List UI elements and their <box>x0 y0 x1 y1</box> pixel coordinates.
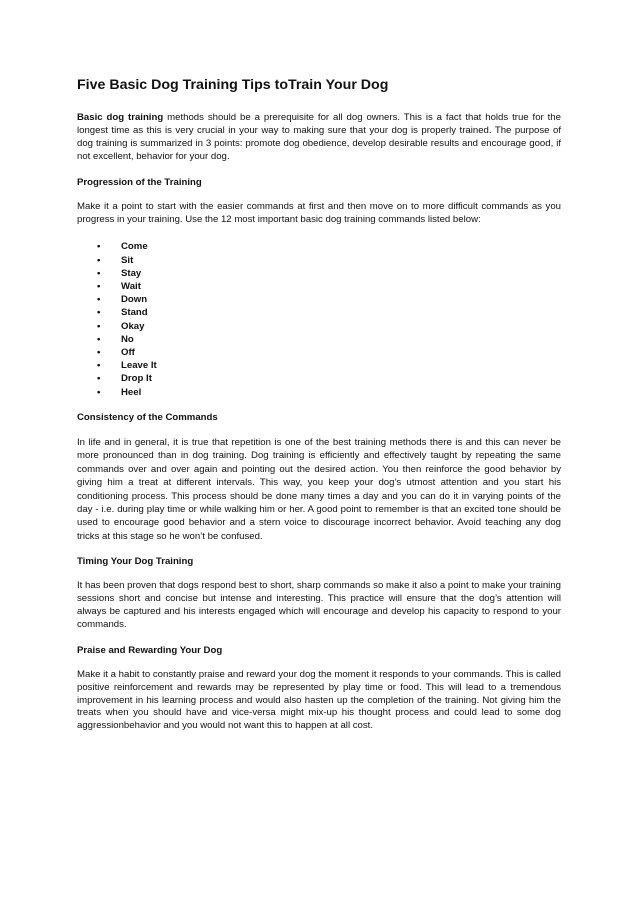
section-heading-progression: Progression of the Training <box>77 176 202 188</box>
list-item <box>97 359 561 372</box>
section-text-timing: It has been proven that dogs respond best to short, sharp commands so make it also a point to make your training sessions short and concise but intense and interesting. This practice will ensure that the dog’s attention will always be captured and his interests engaged which will encourage and develop his capacity to respond to your commands. <box>77 580 561 630</box>
list-item <box>97 306 561 319</box>
command-label: Wait <box>121 281 141 293</box>
list-item <box>97 267 561 280</box>
command-label: Stand <box>121 307 148 319</box>
command-label: Come <box>121 241 148 253</box>
bullet-icon: • <box>97 373 101 385</box>
list-item <box>97 346 561 359</box>
section-text-progression: Make it a point to start with the easier commands at first and then move on to more difficult commands as you progress in your training. Use the 12 most important basic dog training commands listed below: <box>77 200 561 225</box>
command-label: Heel <box>121 386 142 398</box>
bullet-icon: • <box>97 347 101 359</box>
document-page <box>77 76 561 733</box>
command-label: Sit <box>121 254 134 266</box>
bullet-icon: • <box>97 294 101 306</box>
list-item <box>97 372 561 385</box>
intro-paragraph <box>77 112 561 164</box>
bullet-icon: • <box>97 333 101 345</box>
bullet-icon: • <box>97 320 101 332</box>
bullet-icon: • <box>97 307 101 319</box>
list-item <box>97 293 561 306</box>
section-text-consistency: In life and in general, it is true that repetition is one of the best training methods there is and this can never be more pronounced than in dog training. Dog training is efficiently and effectively taught by repeating the same commands over and over again and pointing out the desired action. You then reinforce the good behavior by giving him a treat at different intervals. This way, you keep your dog’s utmost attention and you start his conditioning process. This process should be done many times a day and you can do it in varying points of the day - i.e. during play time or while walking him or her. A good point to remember is that an excited tone should be used to encourage good behavior and a stern voice to discourage incorrect behavior. Avoid teaching any dog tricks at this stage so he won’t be confused. <box>77 436 561 542</box>
list-item <box>97 333 561 346</box>
section-heading-praise: Praise and Rewarding Your Dog <box>77 644 223 656</box>
command-label: No <box>121 333 134 345</box>
section-heading-timing: Timing Your Dog Training <box>77 556 194 568</box>
bullet-icon: • <box>97 386 101 398</box>
command-label: Down <box>121 294 148 306</box>
command-label: Leave It <box>121 360 157 372</box>
bullet-icon: • <box>97 281 101 293</box>
section-text-praise: Make it a habit to constantly praise and reward your dog the moment it responds to your commands. This is called positive reinforcement and rewards may be represented by play time or food. This will lead to a tremendous improvement in his learning process and would also hasten up the completion of the training. Not giving him the treats when you should have and vice-versa might mix-up his thought process and could lead to some dog aggressionbehavior and you would not want this to happen at all cost. <box>77 668 561 732</box>
section-heading-consistency: Consistency of the Commands <box>77 411 218 423</box>
intro-lead-bold: Basic dog training <box>77 112 164 123</box>
bullet-icon: • <box>97 254 101 266</box>
bullet-icon: • <box>97 267 101 279</box>
list-item <box>97 254 561 267</box>
command-label: Stay <box>121 267 142 279</box>
bullet-icon: • <box>97 360 101 372</box>
command-label: Drop It <box>121 373 152 385</box>
list-item <box>97 240 561 253</box>
intro-text: methods should be a prerequisite for all dog owners. This is a fact that holds true for the longest time as this is very crucial in your way to making sure that your dog is properly trained. The purpose of dog training is summarized in 3 points: promote dog obedience, develop desirable results and encourage good, if not excellent, behavior for your dog. <box>77 112 561 162</box>
bullet-icon: • <box>97 241 101 253</box>
document-title: Five Basic Dog Training Tips toTrain Your Dog <box>77 77 389 93</box>
commands-list <box>77 240 561 398</box>
list-item <box>97 386 561 399</box>
list-item <box>97 320 561 333</box>
list-item <box>97 280 561 293</box>
command-label: Okay <box>121 320 145 332</box>
command-label: Off <box>121 347 135 359</box>
